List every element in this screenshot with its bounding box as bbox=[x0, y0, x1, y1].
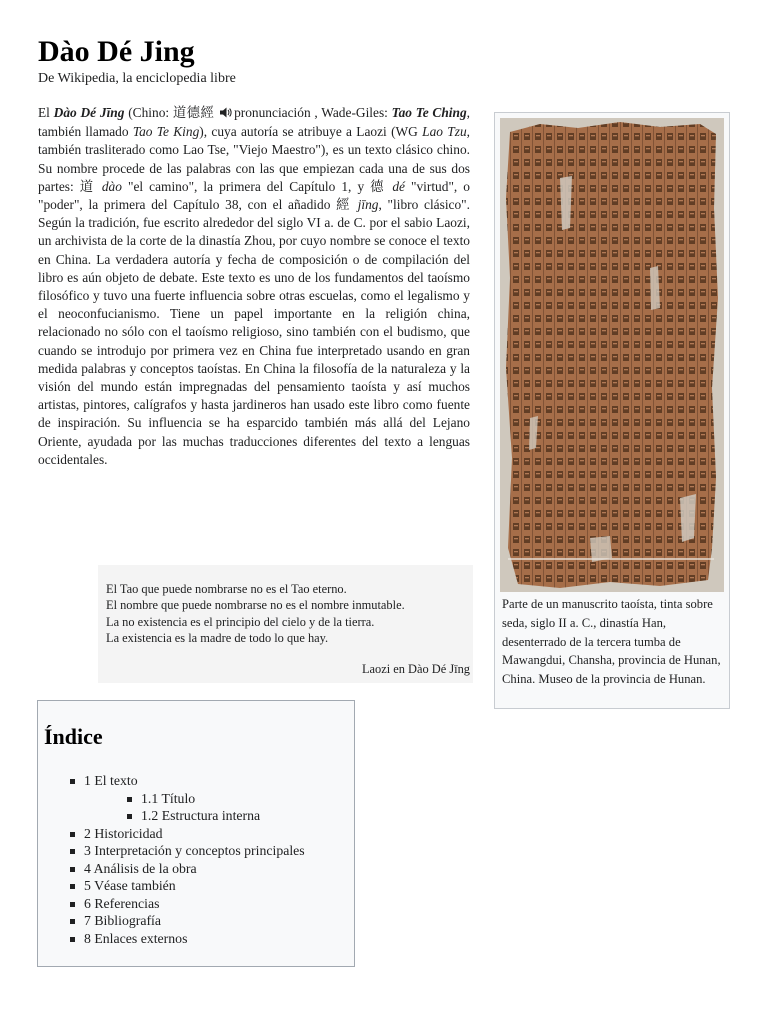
lead-text: (Chino: 道德經 bbox=[124, 105, 219, 120]
lead-term-tao-te-king: Tao Te King bbox=[132, 124, 200, 140]
lead-term-jing: jīng bbox=[357, 197, 379, 213]
lead-text: , también trasliterado como Lao Tse, "Viejo Maestro"), es un texto clásico chino. Su nombre procede de las palabras con las que empiezan cada una de sus dos partes: 道 bbox=[38, 124, 471, 194]
toc-item bbox=[68, 912, 305, 930]
pronunciation-link[interactable]: pronunciación bbox=[234, 105, 311, 120]
infobox-figure bbox=[494, 112, 730, 709]
lead-text: , "libro clásico". Según la tradición, fue escrito alrededor del siglo VI a. de C. por el sabio Laozi, un archivista de la corte de la dinastía Zhou, por cuyo nombre se conoce el texto en China. La verdadera autoría y fecha de composición o de compilación del libro es aún objeto de debate. Este texto es uno de los fundamentos del taoísmo filosófico y tuvo una fuerte influencia sobre otras escuelas, como el legalismo y el neoconfucianismo. Tiene un papel importante en la religión china, relacionado no sólo con el taoísmo religioso, sino también con el budismo, que cuando se introdujo por primera vez en China fue interpretado usando en gran medida palabras y conceptos taoístas. En China la filosofía de la naturaleza y la visión del mundo están impregnadas del pensamiento taoísta y así muchos artistas, pintores, calígrafos y hasta jardineros han usado este libro como fuente de inspiración. Su influencia se ha esparcido también más allá del Lejano Oriente, ayudada por las muchas traducciones diferentes del texto a lenguas occidentales. bbox=[38, 197, 470, 467]
lead-text: ), cuya autoría se atribuye a Laozi (WG bbox=[199, 124, 423, 140]
toc-link-estructura-interna[interactable]: 1.2 Estructura interna bbox=[141, 808, 261, 823]
lead-text: "el camino", la primera del Capítulo 1, y 德 bbox=[121, 178, 393, 194]
toc-link-el-texto[interactable]: 1 El texto bbox=[84, 773, 138, 788]
toc-item bbox=[68, 895, 305, 913]
lead-term-lao-tzu: Lao Tzu bbox=[422, 124, 467, 140]
toc-item bbox=[125, 807, 305, 825]
lead-term-dao-de-jing: Dào Dé Jīng bbox=[53, 105, 125, 120]
toc-link-analisis[interactable]: 4 Análisis de la obra bbox=[84, 860, 197, 876]
lead-text: , Wade-Giles: bbox=[310, 105, 392, 120]
toc-link-interpretacion[interactable]: 3 Interpretación y conceptos principales bbox=[84, 843, 305, 858]
toc-link-titulo[interactable]: 1.1 Título bbox=[141, 790, 196, 806]
quote-box bbox=[98, 565, 473, 683]
toc-link-vease-tambien[interactable]: 5 Véase también bbox=[84, 878, 176, 893]
toc-link-enlaces-externos[interactable]: 8 Enlaces externos bbox=[84, 930, 188, 946]
toc-link-bibliografia[interactable]: 7 Bibliografía bbox=[84, 913, 162, 928]
lead-term-de: dé bbox=[392, 178, 405, 194]
quote-line: La no existencia es el principio del cielo y de la tierra. bbox=[106, 614, 375, 629]
toc-list bbox=[68, 772, 305, 947]
toc-item bbox=[68, 930, 305, 948]
toc-title: Índice bbox=[44, 724, 103, 749]
toc-item bbox=[68, 860, 305, 878]
speaker-icon[interactable] bbox=[220, 105, 232, 123]
toc-item bbox=[68, 842, 305, 860]
lead-term-tao-te-ching: Tao Te Ching bbox=[391, 105, 467, 120]
lead-paragraph bbox=[38, 104, 470, 469]
toc-link-referencias[interactable]: 6 Referencias bbox=[84, 895, 160, 911]
lead-term-dao: dào bbox=[101, 178, 122, 194]
toc-item bbox=[125, 790, 305, 808]
toc-item bbox=[68, 772, 305, 825]
table-of-contents bbox=[37, 700, 355, 967]
quote-line: El Tao que puede nombrarse no es el Tao eterno. bbox=[106, 582, 347, 596]
quote-attribution: Laozi en Dào Dé Jīng bbox=[361, 662, 470, 676]
manuscript-image[interactable] bbox=[500, 118, 724, 592]
toc-link-historicidad[interactable]: 2 Historicidad bbox=[84, 825, 163, 841]
toc-sublist bbox=[125, 790, 305, 825]
quote-line: La existencia es la madre de todo lo que hay. bbox=[106, 631, 329, 646]
lead-text: El bbox=[38, 105, 54, 120]
lead-text: "virtud", o "poder", la primera del Capítulo 38, con el añadido 經 bbox=[38, 178, 470, 213]
toc-item bbox=[68, 877, 305, 895]
toc-item bbox=[68, 825, 305, 843]
quote-line: El nombre que puede nombrarse no es el nombre inmutable. bbox=[106, 598, 405, 613]
figure-caption: Parte de un manuscrito taoísta, tinta sobre seda, siglo II a. C., dinastía Han, desenterrado de la tercera tumba de Mawangdui, Chansha, provincia de Hunan, China. Museo de la provincia de Hunan. bbox=[502, 597, 721, 687]
lead-text: , también llamado bbox=[38, 105, 471, 140]
page-title: Dào Dé Jing bbox=[38, 35, 195, 68]
page-subtitle: De Wikipedia, la enciclopedia libre bbox=[38, 71, 236, 86]
